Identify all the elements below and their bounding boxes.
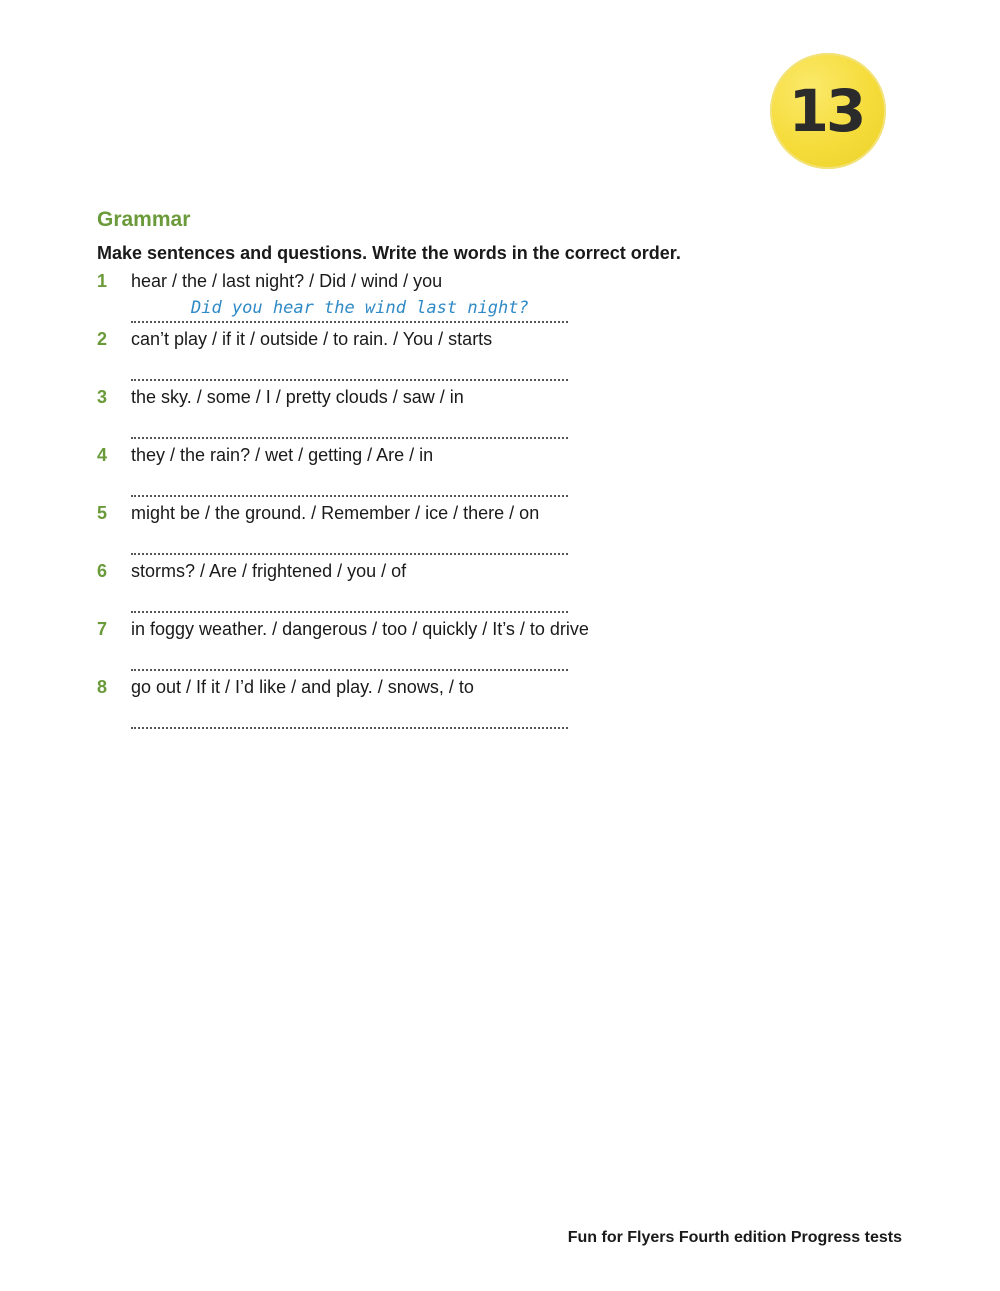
- item-number: 1: [97, 271, 108, 291]
- exercise-item: [97, 445, 797, 503]
- exercise-item: [97, 503, 797, 561]
- answer-line[interactable]: [131, 379, 568, 381]
- item-prompt: go out / If it / I’d like / and play. / snows, / to: [131, 677, 474, 697]
- item-number: 5: [97, 503, 108, 523]
- item-number: 2: [97, 329, 108, 349]
- item-number: 3: [97, 387, 108, 407]
- instruction-text: Make sentences and questions. Write the words in the correct order.: [97, 243, 681, 263]
- footer-text: Fun for Flyers Fourth edition Progress tests: [567, 1229, 902, 1246]
- item-prompt: storms? / Are / frightened / you / of: [131, 561, 407, 581]
- answer-line[interactable]: [131, 669, 568, 671]
- example-answer: Did you hear the wind last night?: [191, 298, 529, 318]
- exercise-item: [97, 387, 797, 445]
- item-number: 4: [97, 445, 108, 465]
- exercise-item: [97, 619, 797, 677]
- exercise-item: [97, 561, 797, 619]
- unit-number-badge: [770, 53, 886, 169]
- answer-line[interactable]: [131, 553, 568, 555]
- item-prompt: might be / the ground. / Remember / ice / there / on: [131, 503, 540, 523]
- exercise-list: [97, 271, 797, 735]
- answer-line[interactable]: [131, 495, 568, 497]
- exercise-item: [97, 271, 797, 329]
- answer-line[interactable]: [131, 727, 568, 729]
- item-prompt: hear / the / last night? / Did / wind / you: [131, 271, 443, 291]
- item-prompt: they / the rain? / wet / getting / Are / in: [131, 445, 434, 465]
- unit-number: 13: [788, 77, 864, 145]
- item-number: 6: [97, 561, 108, 581]
- item-prompt: the sky. / some / I / pretty clouds / saw / in: [131, 387, 464, 407]
- answer-line[interactable]: [131, 437, 568, 439]
- item-number: 8: [97, 677, 108, 697]
- answer-line[interactable]: [131, 611, 568, 613]
- exercise-item: [97, 329, 797, 387]
- section-title: Grammar: [97, 208, 191, 231]
- item-prompt: can’t play / if it / outside / to rain. / You / starts: [131, 329, 493, 349]
- item-prompt: in foggy weather. / dangerous / too / quickly / It’s / to drive: [131, 619, 589, 639]
- exercise-item: [97, 677, 797, 735]
- item-number: 7: [97, 619, 108, 639]
- answer-line[interactable]: [131, 321, 568, 323]
